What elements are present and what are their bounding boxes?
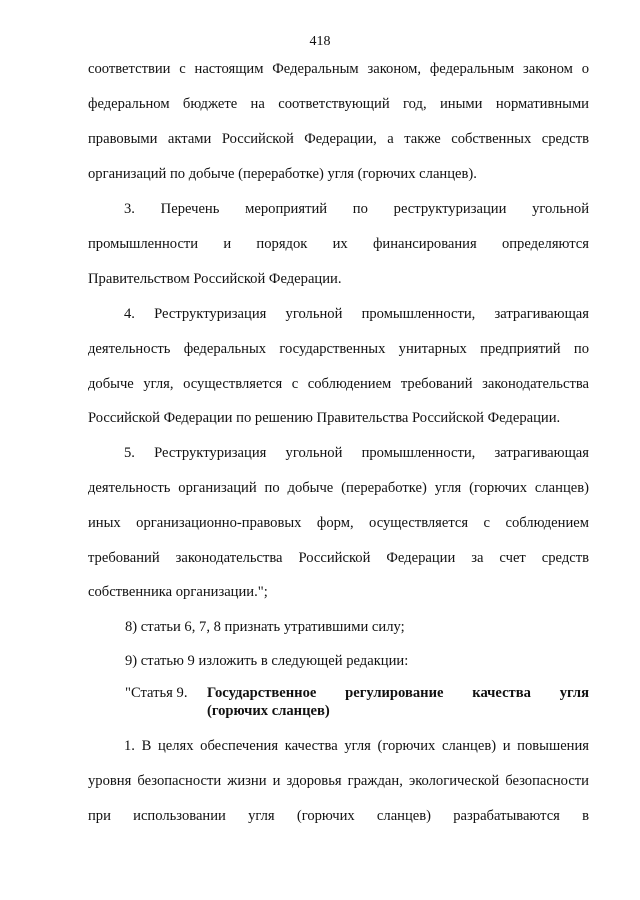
article-title-line: (горючих сланцев) <box>207 703 330 719</box>
paragraph-line: требований законодательства Российской Федерации за счет средств <box>88 550 589 566</box>
paragraph-line: 3. Перечень мероприятий по реструктуризации угольной <box>124 201 589 217</box>
paragraph-line: деятельность организаций по добыче (переработке) угля (горючих сланцев) <box>88 480 589 496</box>
paragraph-line: федеральном бюджете на соответствующий год, иными нормативными <box>88 96 589 112</box>
paragraph-line: 5. Реструктуризация угольной промышленности, затрагивающая <box>124 445 589 461</box>
paragraph-line: 8) статьи 6, 7, 8 признать утратившими силу; <box>125 619 405 635</box>
paragraph-line: Правительством Российской Федерации. <box>88 271 342 287</box>
paragraph-line: при использовании угля (горючих сланцев) разрабатываются в <box>88 808 589 824</box>
paragraph-line: организаций по добыче (переработке) угля (горючих сланцев). <box>88 166 477 182</box>
paragraph-line: соответствии с настоящим Федеральным законом, федеральным законом о <box>88 61 589 77</box>
paragraph-line: промышленности и порядок их финансирования определяются <box>88 236 589 252</box>
article-title-line: Государственное регулирование качества угля <box>207 685 589 701</box>
paragraph-line: собственника организации."; <box>88 584 268 600</box>
article-label: "Статья 9. <box>125 685 188 701</box>
paragraph-line: деятельность федеральных государственных унитарных предприятий по <box>88 341 589 357</box>
paragraph-line: 1. В целях обеспечения качества угля (горючих сланцев) и повышения <box>124 738 589 754</box>
paragraph-line: 4. Реструктуризация угольной промышленности, затрагивающая <box>124 306 589 322</box>
paragraph-line: Российской Федерации по решению Правительства Российской Федерации. <box>88 410 561 426</box>
paragraph-line: 9) статью 9 изложить в следующей редакции: <box>125 653 409 669</box>
paragraph-line: уровня безопасности жизни и здоровья граждан, экологической безопасности <box>88 773 589 789</box>
paragraph-line: иных организационно-правовых форм, осуществляется с соблюдением <box>88 515 589 531</box>
paragraph-line: добыче угля, осуществляется с соблюдением требований законодательства <box>88 376 589 392</box>
page-number: 418 <box>309 34 331 49</box>
paragraph-line: правовыми актами Российской Федерации, а также собственных средств <box>88 131 589 147</box>
